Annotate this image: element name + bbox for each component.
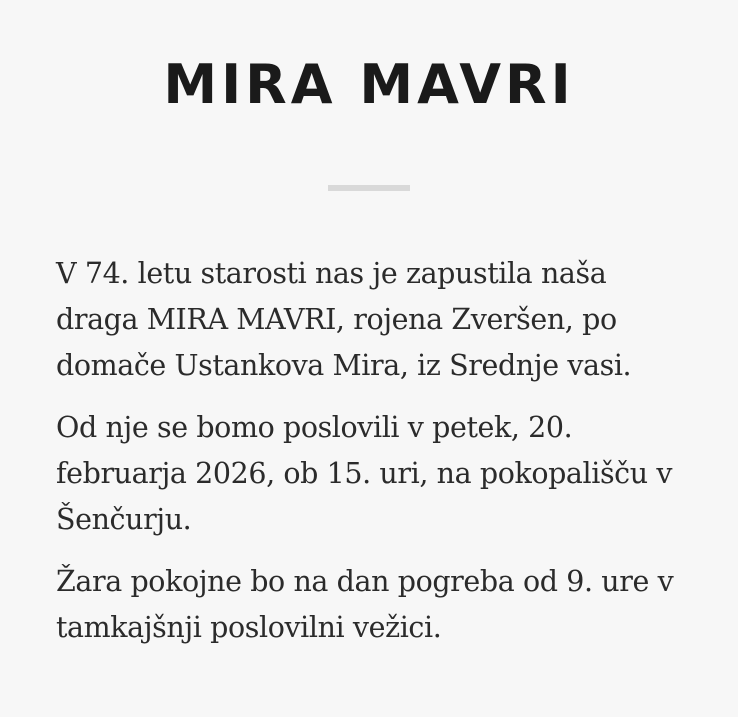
title-divider (328, 185, 410, 191)
urn-viewing-paragraph: Žara pokojne bo na dan pogreba od 9. ure v tamkajšnji poslovilni vežici. (56, 565, 674, 644)
obituary-text (56, 251, 682, 651)
death-announcement-paragraph: V 74. letu starosti nas je zapustila naša draga MIRA MAVRI, rojena Zveršen, po domače Ustankova Mira, iz Srednje vasi. (56, 257, 632, 382)
deceased-name-title: MIRA MAVRI (163, 53, 575, 116)
funeral-details-paragraph: Od nje se bomo poslovili v petek, 20. februarja 2026, ob 15. uri, na pokopališču v Šenčurju. (56, 411, 673, 536)
